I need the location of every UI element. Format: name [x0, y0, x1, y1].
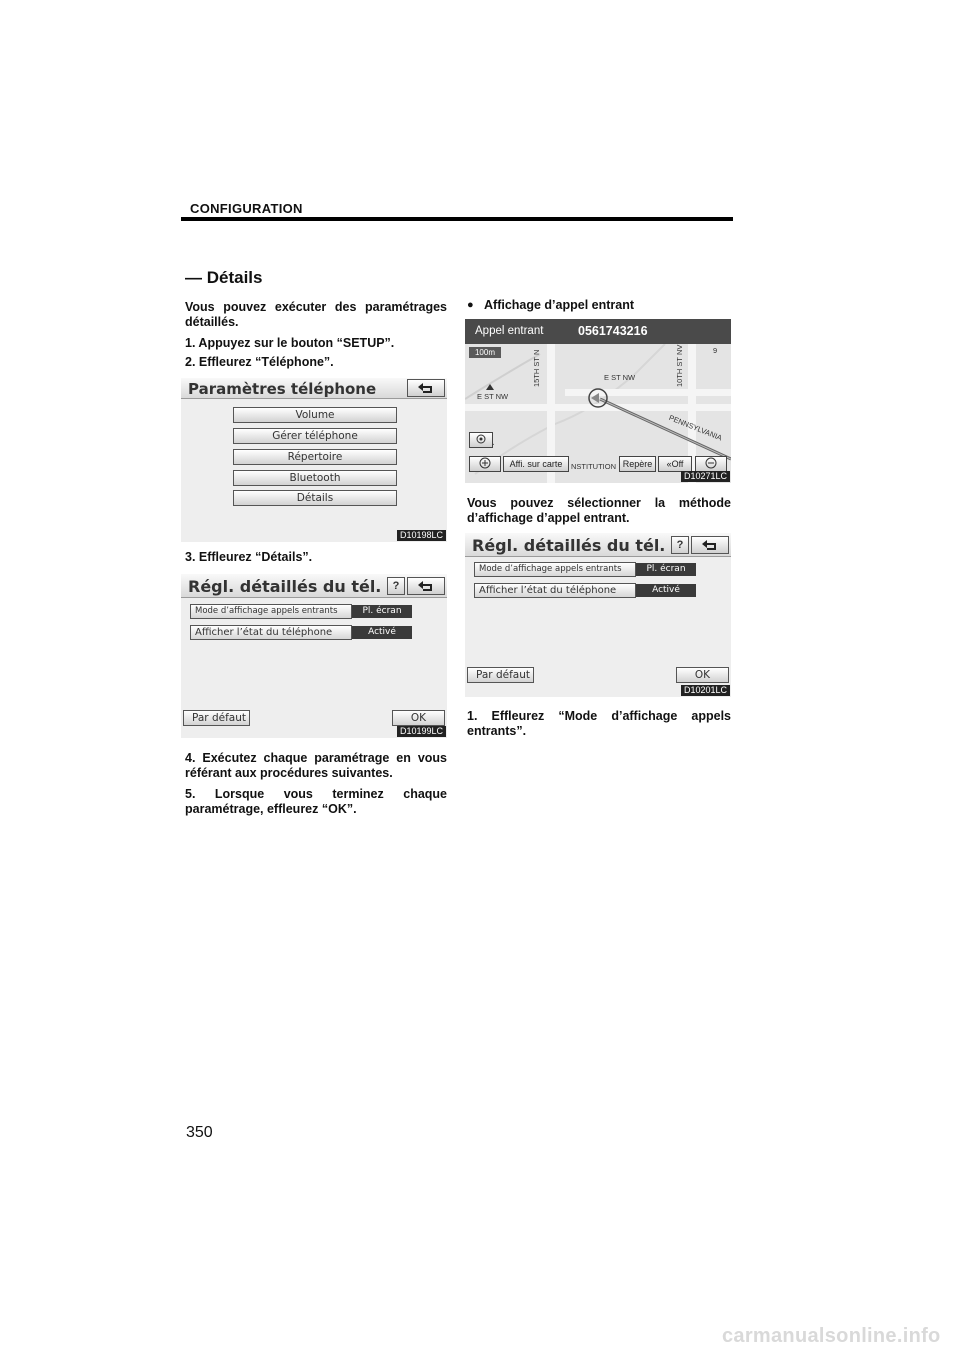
incoming-call-heading: Affichage d’appel entrant — [484, 298, 635, 312]
phone-status-value: Activé — [636, 584, 696, 597]
page-header-title: CONFIGURATION — [190, 201, 303, 216]
watermark: carmanualsonline.info — [722, 1325, 941, 1347]
map-scale: 100m — [469, 347, 501, 358]
street-label: E ST NW — [477, 392, 509, 401]
default-button[interactable]: Par défaut — [467, 667, 534, 683]
header-rule — [181, 217, 733, 221]
help-button[interactable]: ? — [387, 577, 405, 595]
back-arrow-icon — [701, 539, 719, 551]
phone-status-label[interactable]: Afficher l’état du téléphone — [190, 625, 352, 640]
detail-settings-screen — [181, 574, 447, 738]
phone-status-value: Activé — [352, 626, 412, 639]
bullet-icon: ● — [467, 299, 474, 311]
street-label: NSTITUTION — [571, 462, 616, 471]
street-label: E ST NW — [604, 373, 636, 382]
screen-title: Paramètres téléphone — [188, 380, 377, 398]
phone-status-label[interactable]: Afficher l’état du téléphone — [474, 583, 636, 598]
incoming-call-mode-value: Pl. écran — [352, 605, 412, 618]
back-button[interactable] — [407, 379, 445, 397]
step-3: 3. Effleurez “Détails”. — [185, 550, 313, 564]
back-button[interactable] — [691, 536, 729, 554]
incoming-call-mode-value: Pl. écran — [636, 563, 696, 576]
zoom-in-icon — [479, 457, 491, 469]
locate-icon — [475, 433, 487, 445]
select-method-line-1: Vous pouvez sélectionner la méthode — [467, 496, 731, 510]
intro-paragraph: Vous pouvez exécuter des paramétrages détaillés. — [185, 300, 447, 329]
off-button[interactable] — [658, 456, 692, 472]
phone-settings-screen — [181, 378, 447, 542]
step-4: 4. Exécutez chaque paramétrage en vous référant aux procédures suivantes. — [185, 751, 447, 780]
caller-number: 0561743216 — [578, 324, 648, 338]
screen-titlebar — [181, 574, 447, 598]
current-position-button[interactable] — [469, 432, 493, 448]
street-label: 9 — [713, 346, 718, 355]
screen-titlebar — [465, 533, 731, 557]
zoom-out-button[interactable] — [695, 456, 727, 472]
figure-code: D10199LC — [397, 726, 446, 737]
select-method-line-2: d’affichage d’appel entrant. — [467, 511, 630, 525]
zoom-in-button[interactable] — [469, 456, 501, 472]
page-number: 350 — [186, 1124, 213, 1141]
off-label: Off — [671, 459, 684, 469]
step-5-line-2: paramétrage, effleurez “OK”. — [185, 802, 357, 816]
figure-code: D10201LC — [681, 685, 730, 696]
show-on-map-button[interactable]: Affi. sur carte — [503, 456, 569, 472]
figure-code: D10198LC — [397, 530, 446, 541]
back-arrow-icon — [417, 382, 435, 394]
landmark-button[interactable]: Repère — [619, 456, 656, 472]
default-button[interactable]: Par défaut — [183, 710, 250, 726]
street-label: 15TH ST N — [532, 349, 541, 387]
incoming-call-map-screen — [465, 319, 731, 483]
street-label: PENNSYLVANIA — [667, 413, 724, 443]
zoom-out-icon — [705, 457, 717, 469]
map-titlebar — [465, 319, 731, 344]
rewind-icon: « — [666, 459, 672, 469]
step-2: 2. Effleurez “Téléphone”. — [185, 355, 334, 369]
step-1-right-line-1: 1. Effleurez “Mode d’affichage appels — [467, 709, 731, 723]
step-1: 1. Appuyez sur le bouton “SETUP”. — [185, 336, 395, 350]
incoming-call-mode-label[interactable]: Mode d’affichage appels entrants — [190, 604, 352, 619]
step-1-right-line-2: entrants”. — [467, 724, 527, 738]
bluetooth-button[interactable]: Bluetooth — [233, 470, 397, 486]
ok-button[interactable]: OK — [676, 667, 729, 683]
step-5-line-1: 5. Lorsque vous terminez chaque — [185, 787, 447, 801]
back-arrow-icon — [417, 580, 435, 592]
incoming-call-title: Appel entrant — [475, 325, 544, 337]
screen-titlebar — [181, 378, 447, 399]
street-label: 10TH ST NV — [675, 344, 684, 387]
details-button[interactable]: Détails — [233, 490, 397, 506]
manage-phone-button[interactable]: Gérer téléphone — [233, 428, 397, 444]
incoming-call-mode-label[interactable]: Mode d’affichage appels entrants — [474, 562, 636, 577]
screen-title: Régl. détaillés du tél. — [472, 536, 666, 555]
ok-button[interactable]: OK — [392, 710, 445, 726]
volume-button[interactable]: Volume — [233, 407, 397, 423]
back-button[interactable] — [407, 577, 445, 595]
section-title: — Détails — [185, 268, 263, 287]
screen-title: Régl. détaillés du tél. — [188, 577, 382, 596]
detail-settings-screen-2 — [465, 533, 731, 697]
phonebook-button[interactable]: Répertoire — [233, 449, 397, 465]
help-button[interactable]: ? — [671, 536, 689, 554]
figure-code: D10271LC — [681, 471, 730, 482]
